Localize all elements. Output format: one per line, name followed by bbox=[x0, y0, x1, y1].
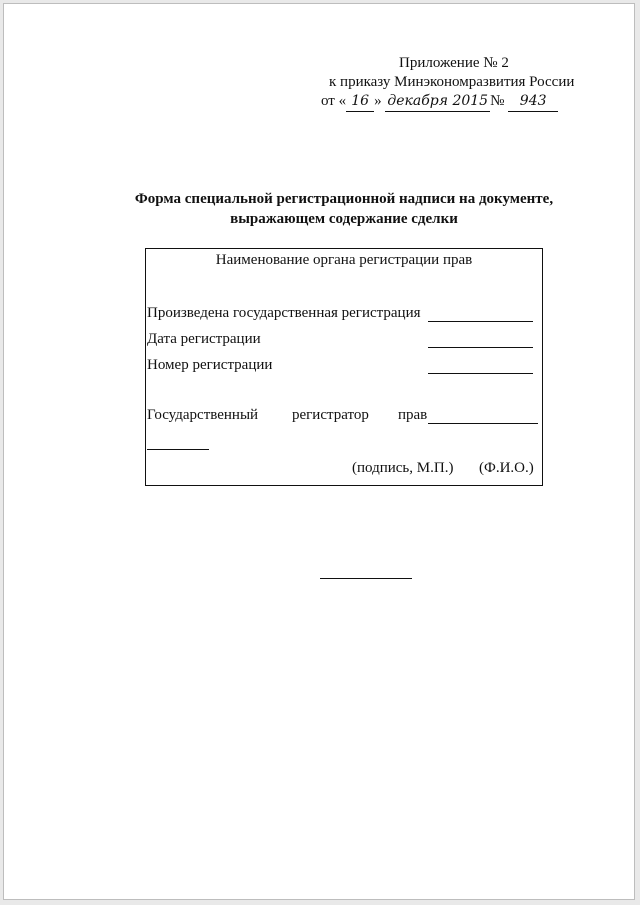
order-number: 943 bbox=[508, 92, 558, 112]
order-reference: к приказу Минэкономразвития России bbox=[329, 74, 575, 90]
registration-number-label: Номер регистрации bbox=[147, 357, 273, 373]
form-title bbox=[64, 189, 624, 229]
document-page bbox=[3, 3, 635, 900]
registration-stamp-form bbox=[145, 248, 543, 486]
registration-date-label: Дата регистрации bbox=[147, 331, 261, 347]
form-title-line-2: выражающем содержание сделки bbox=[230, 211, 458, 227]
registrar-word-1: Государственный bbox=[147, 407, 259, 423]
registration-number-blank bbox=[428, 373, 533, 374]
order-date-line bbox=[321, 92, 558, 112]
end-of-document-line bbox=[320, 578, 412, 579]
registration-date-blank bbox=[428, 347, 533, 348]
order-month-year: декабря 2015 bbox=[385, 92, 490, 112]
number-prefix: № bbox=[490, 93, 505, 109]
day-close-quote: » bbox=[374, 93, 382, 109]
registrar-blank-continued bbox=[147, 449, 209, 450]
appendix-number: Приложение № 2 bbox=[399, 55, 509, 71]
full-name-caption: (Ф.И.О.) bbox=[479, 460, 534, 476]
order-day: 16 bbox=[346, 92, 374, 112]
registration-done-blank bbox=[428, 321, 533, 322]
registrar-word-3: прав bbox=[398, 407, 428, 423]
signature-caption: (подпись, М.П.) bbox=[352, 460, 454, 476]
registration-authority-name: Наименование органа регистрации прав bbox=[215, 252, 473, 268]
registrar-word-2: регистратор bbox=[292, 407, 369, 423]
registration-done-label: Произведена государственная регистрация bbox=[147, 305, 421, 321]
form-title-line-1: Форма специальной регистрационной надписи на документе, bbox=[134, 191, 554, 207]
from-prefix: от « bbox=[321, 93, 347, 109]
registrar-blank-tail bbox=[428, 423, 538, 424]
